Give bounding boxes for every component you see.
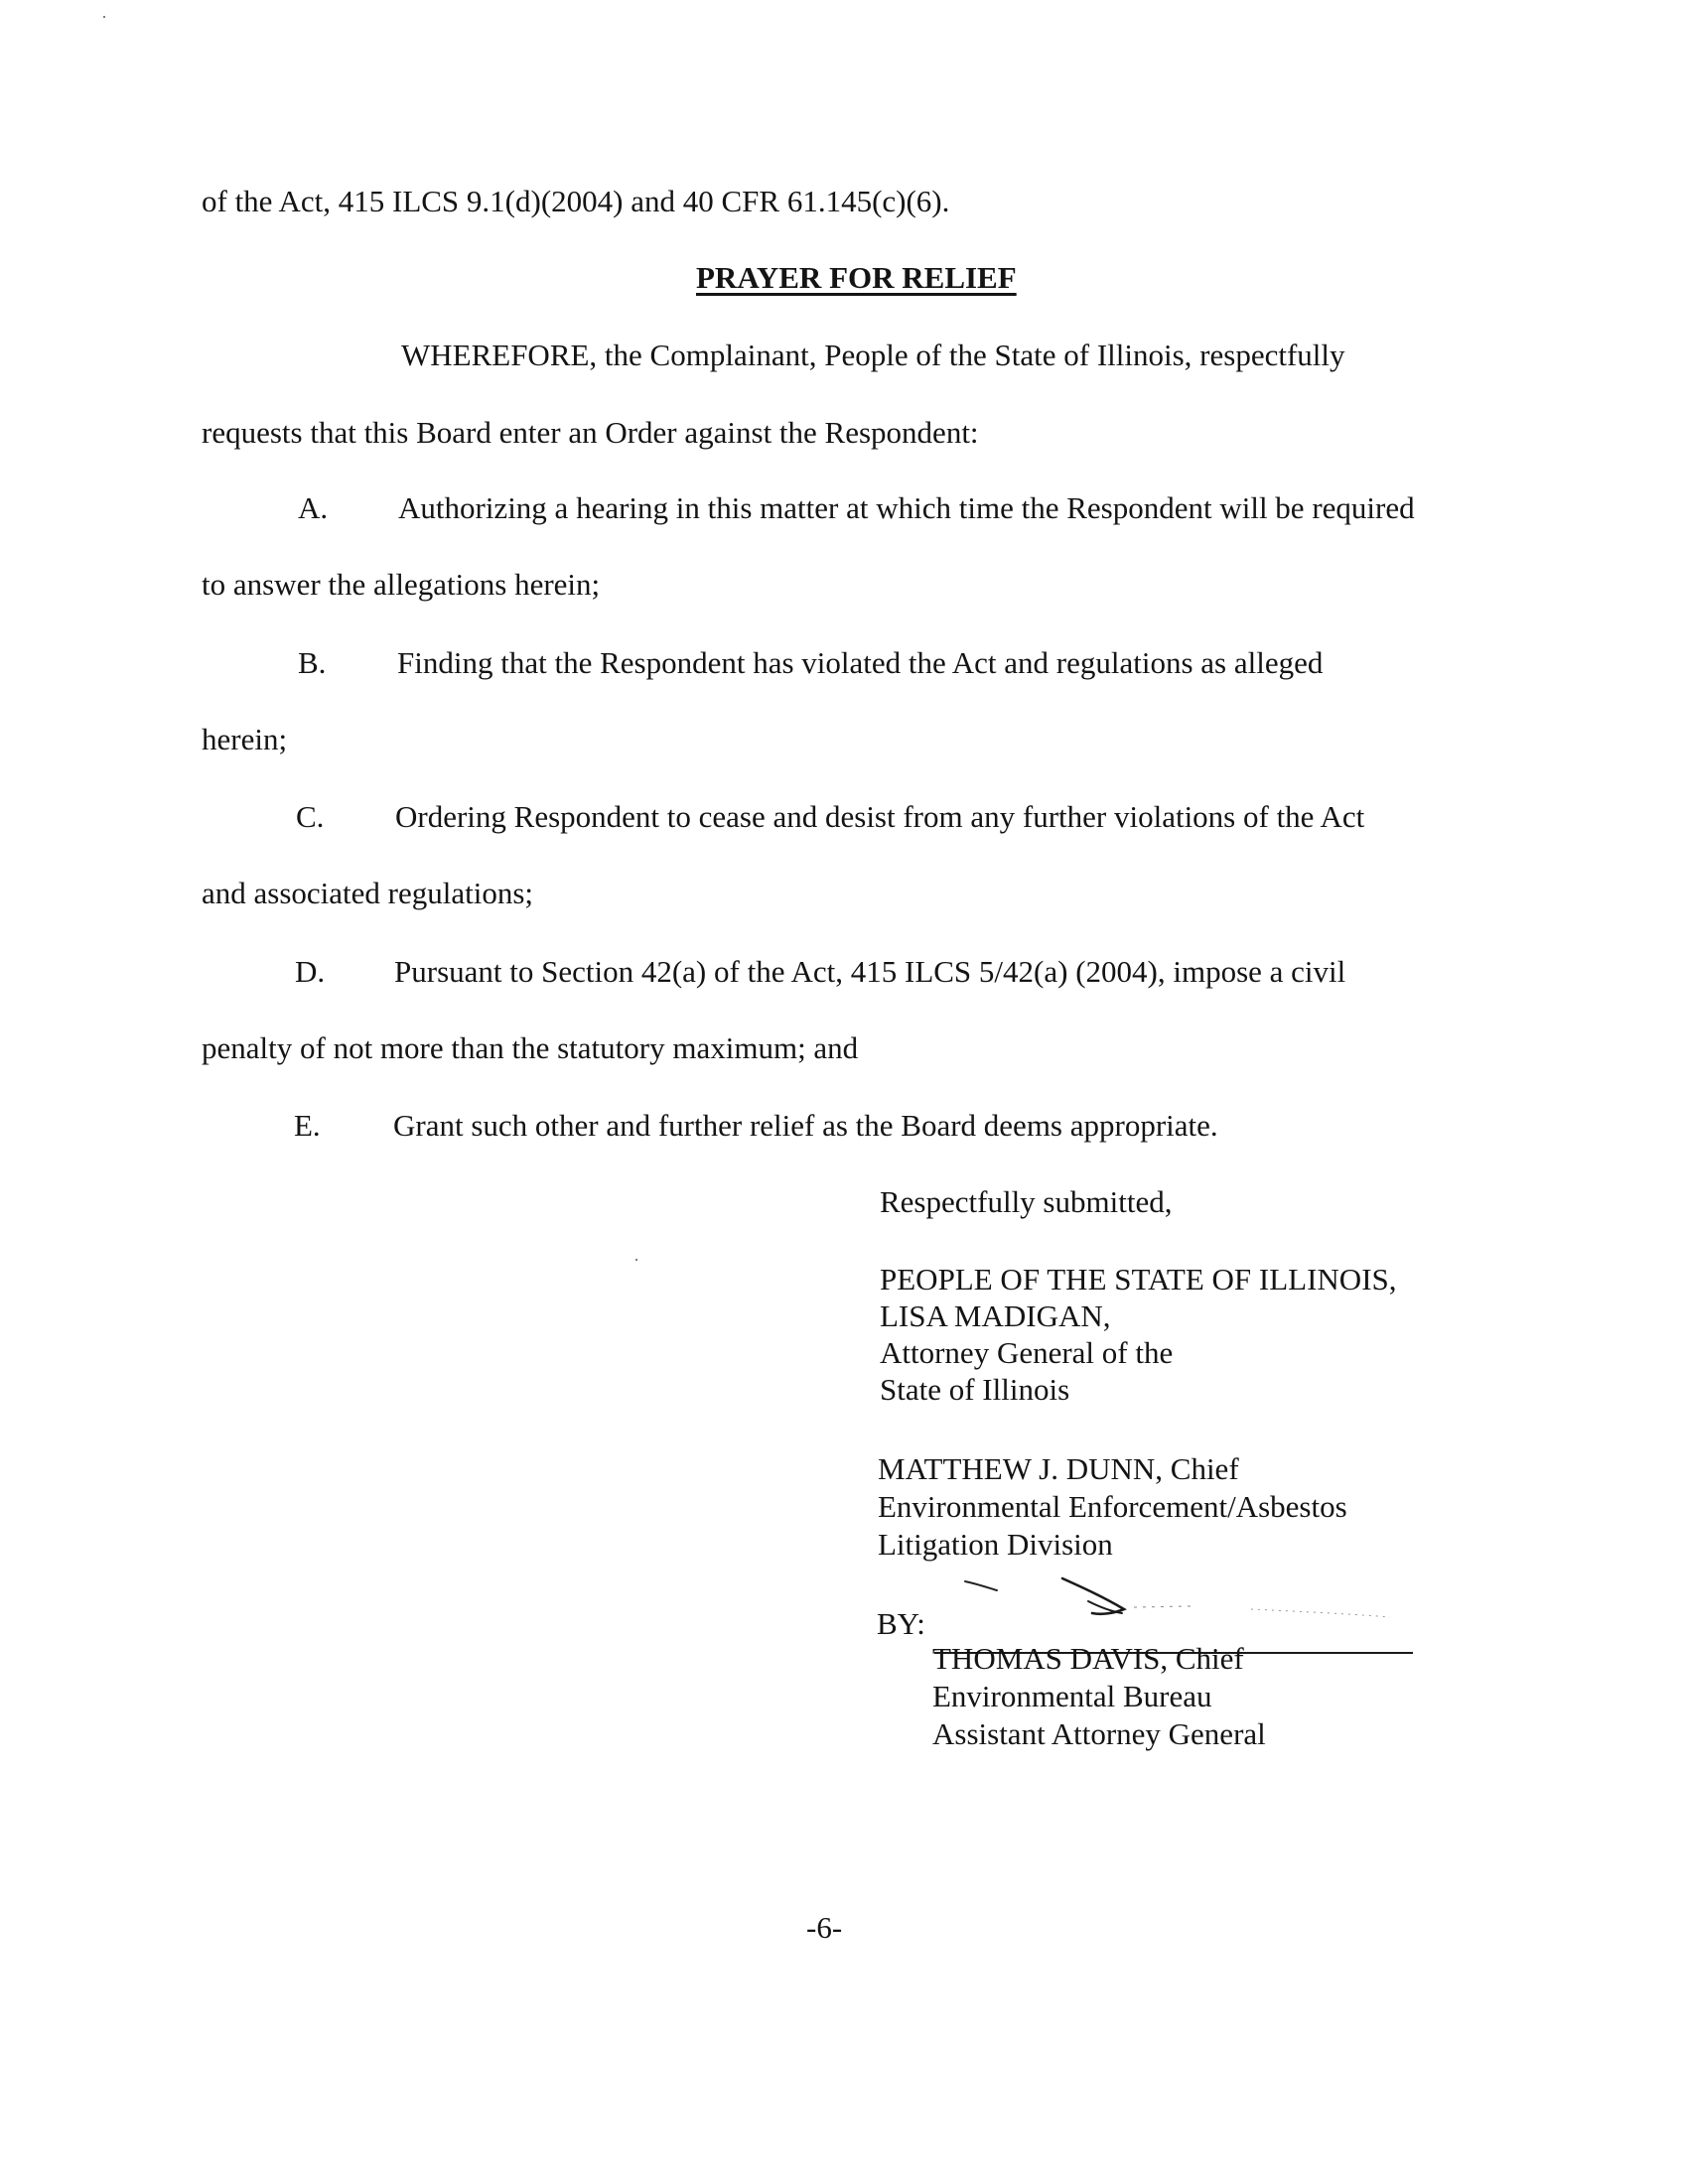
- page-number: -6-: [806, 1910, 843, 1945]
- item-a-line-1: Authorizing a hearing in this matter at which time the Respondent will be required: [398, 490, 1415, 525]
- item-d-label: D.: [295, 954, 326, 989]
- item-e-label: E.: [294, 1108, 321, 1143]
- signatory-line-1: PEOPLE OF THE STATE OF ILLINOIS,: [880, 1262, 1397, 1297]
- item-c-line-2: and associated regulations;: [202, 876, 534, 910]
- item-c-label: C.: [296, 799, 325, 834]
- signatory-line-4: State of Illinois: [880, 1372, 1070, 1407]
- intro-line-2: requests that this Board enter an Order against the Respondent:: [202, 415, 979, 450]
- item-b-label: B.: [298, 645, 327, 680]
- item-b-line-1: Finding that the Respondent has violated the Act and regulations as alleged: [397, 645, 1324, 680]
- signer-line-2: Environmental Bureau: [932, 1679, 1212, 1713]
- chief-line-3: Litigation Division: [878, 1527, 1113, 1562]
- signatory-line-3: Attorney General of the: [880, 1335, 1174, 1370]
- item-c-line-1: Ordering Respondent to cease and desist from any further violations of the Act: [395, 799, 1365, 834]
- scan-speck: [635, 1259, 637, 1261]
- item-a-label: A.: [298, 490, 329, 525]
- item-d-line-2: penalty of not more than the statutory maximum; and: [202, 1030, 859, 1065]
- signatory-line-2: LISA MADIGAN,: [880, 1298, 1111, 1333]
- item-a-line-2: to answer the allegations herein;: [202, 567, 601, 602]
- by-label: BY:: [877, 1606, 925, 1641]
- continuation-line: of the Act, 415 ILCS 9.1(d)(2004) and 40 CFR 61.145(c)(6).: [202, 184, 950, 218]
- item-d-line-1: Pursuant to Section 42(a) of the Act, 415 ILCS 5/42(a) (2004), impose a civil: [394, 954, 1346, 989]
- scan-speck: [103, 16, 105, 18]
- section-heading: PRAYER FOR RELIEF: [696, 260, 1017, 295]
- closing-text: Respectfully submitted,: [880, 1184, 1173, 1219]
- intro-line-1: WHEREFORE, the Complainant, People of the State of Illinois, respectfully: [401, 338, 1345, 372]
- signer-block: [932, 1640, 1266, 1753]
- chief-line-1: MATTHEW J. DUNN, Chief: [878, 1451, 1239, 1486]
- chief-line-2: Environmental Enforcement/Asbestos: [878, 1489, 1347, 1524]
- item-b-line-2: herein;: [202, 722, 288, 756]
- signer-line-1: THOMAS DAVIS, Chief: [932, 1641, 1244, 1676]
- signatory-block: [880, 1261, 1397, 1408]
- chief-block: [878, 1450, 1347, 1564]
- signer-line-3: Assistant Attorney General: [932, 1716, 1266, 1751]
- item-e-line-1: Grant such other and further relief as the Board deems appropriate.: [393, 1108, 1218, 1143]
